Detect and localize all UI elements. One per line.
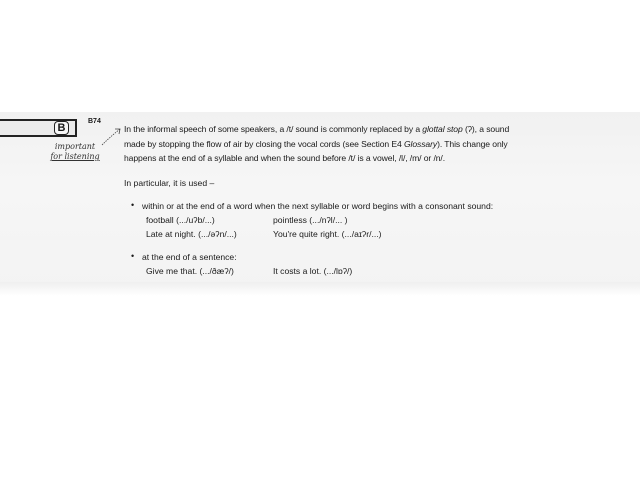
text-span: ). This change only: [437, 138, 508, 149]
example-football: football (.../uʔb/...): [146, 215, 215, 225]
handwritten-note-line1: important: [54, 142, 96, 151]
paragraph-line-1: [124, 122, 624, 137]
handwritten-note-line2: for listening: [50, 152, 100, 161]
bullet-text-2: at the end of a sentence:: [142, 252, 237, 262]
paragraph-line-2: [124, 137, 624, 152]
usage-lead: In particular, it is used –: [124, 178, 215, 188]
section-reference: B74: [88, 118, 101, 125]
example-costs-a-lot: It costs a lot. (.../lɒʔ/): [273, 266, 353, 276]
example-pointless: pointless (.../nʔl/... ): [273, 215, 348, 225]
text-span: In the informal speech of some speakers, a /t/ sound is commonly replaced by a: [124, 124, 423, 134]
scan-edge: [0, 282, 640, 296]
bullet-dot: •: [131, 251, 135, 261]
example-quite-right: You're quite right. (.../aɪʔr/...): [273, 229, 382, 239]
example-give-me-that: Give me that. (.../ðæʔ/): [146, 266, 234, 276]
intro-paragraph: [124, 122, 624, 166]
bullet-text-1: within or at the end of a word when the next syllable or word begins with a consonant sound:: [142, 201, 494, 211]
text-span: made by stopping the flow of air by closing the vocal cords (see Section E4: [124, 138, 404, 149]
text-span: (ʔ), a sound: [462, 124, 510, 134]
term-glottal-stop: glottal stop: [422, 124, 463, 134]
term-glossary: Glossary: [403, 138, 438, 149]
paragraph-line-3: happens at the end of a syllable and when the sound before /t/ is a vowel, /l/, /m/ or /n/.: [124, 153, 446, 163]
example-late-at-night: Late at night. (.../əʔn/...): [146, 229, 237, 239]
section-letter-badge: B: [54, 121, 69, 135]
bullet-dot: •: [131, 200, 135, 210]
handwritten-arrow-icon: [100, 125, 124, 147]
